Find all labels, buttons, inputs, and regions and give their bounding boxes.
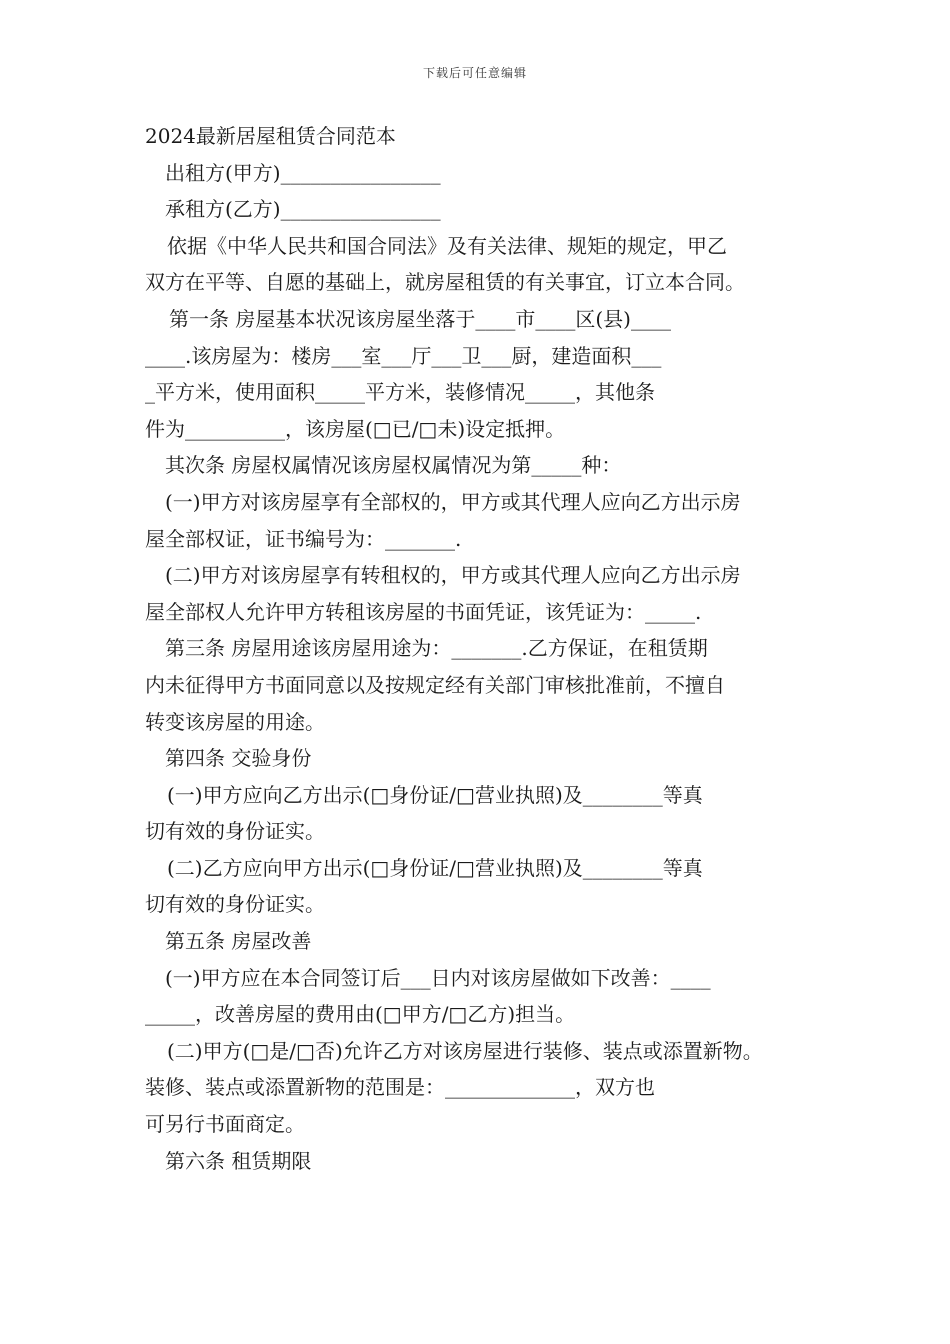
article-3-line-3: 转变该房屋的用途。 [145, 709, 325, 734]
article-1-line-2: ____.该房屋为：楼房___室___厅___卫___厨，建造面积___ [145, 343, 662, 368]
document-title: 2024最新居屋租赁合同范本 [145, 124, 396, 148]
article-5-item-2-line-1: (二)甲方(□是/□否)允许乙方对该房屋进行装修、装点或添置新物。 [167, 1038, 763, 1063]
article-3-line-1: 第三条 房屋用途该房屋用途为：_______.乙方保证，在租赁期 [165, 636, 708, 661]
document-body [145, 118, 810, 1179]
article-2-line-1: 其次条 房屋权属情况该房屋权属情况为第_____种： [165, 453, 622, 478]
article-2-item-2-line-2: 屋全部权人允许甲方转租该房屋的书面凭证，该凭证为：_____. [145, 599, 702, 624]
article-2-item-1-line-1: (一)甲方对该房屋享有全部权的，甲方或其代理人应向乙方出示房 [165, 489, 741, 514]
article-5-item-2-line-2: 装修、装点或添置新物的范围是：_____________，双方也 [145, 1075, 655, 1100]
article-2-item-2-line-1: (二)甲方对该房屋享有转租权的，甲方或其代理人应向乙方出示房 [165, 563, 741, 588]
article-1-line-3: _平方米，使用面积_____平方米，装修情况_____，其他条 [145, 380, 655, 405]
article-4-item-2-line-1: (二)乙方应向甲方出示(□身份证/□营业执照)及________等真 [167, 855, 703, 880]
preamble-line-1: 依据《中华人民共和国合同法》及有关法律、规矩的规定，甲乙 [167, 233, 727, 258]
article-2-item-1-line-2: 屋全部权证，证书编号为：_______. [145, 526, 462, 551]
article-4-item-1-line-2: 切有效的身份证实。 [145, 819, 325, 844]
article-5-item-1-line-2: _____，改善房屋的费用由(□甲方/□乙方)担当。 [145, 1002, 576, 1027]
article-3-line-2: 内未征得甲方书面同意以及按规定经有关部门审核批准前，不擅自 [145, 672, 725, 697]
article-5-heading: 第五条 房屋改善 [165, 929, 312, 954]
article-6-heading: 第六条 租赁期限 [165, 1148, 312, 1173]
lessee-line: 承租方(乙方)________________ [165, 197, 441, 222]
article-1-line-1: 第一条 房屋基本状况该房屋坐落于____市____区(县)____ [169, 306, 671, 331]
article-5-item-1-line-1: (一)甲方应在本合同签订后___日内对该房屋做如下改善：____ [165, 965, 711, 990]
preamble-line-2: 双方在平等、自愿的基础上，就房屋租赁的有关事宜，订立本合同。 [145, 270, 745, 295]
article-4-item-2-line-2: 切有效的身份证实。 [145, 892, 325, 917]
article-4-heading: 第四条 交验身份 [165, 746, 312, 771]
article-5-item-2-line-3: 可另行书面商定。 [145, 1112, 305, 1137]
lessor-line: 出租方(甲方)________________ [165, 160, 441, 185]
article-4-item-1-line-1: (一)甲方应向乙方出示(□身份证/□营业执照)及________等真 [167, 782, 703, 807]
article-1-line-4: 件为__________，该房屋(□已/□未)设定抵押。 [145, 416, 566, 441]
page-header-note: 下载后可任意编辑 [422, 66, 527, 80]
